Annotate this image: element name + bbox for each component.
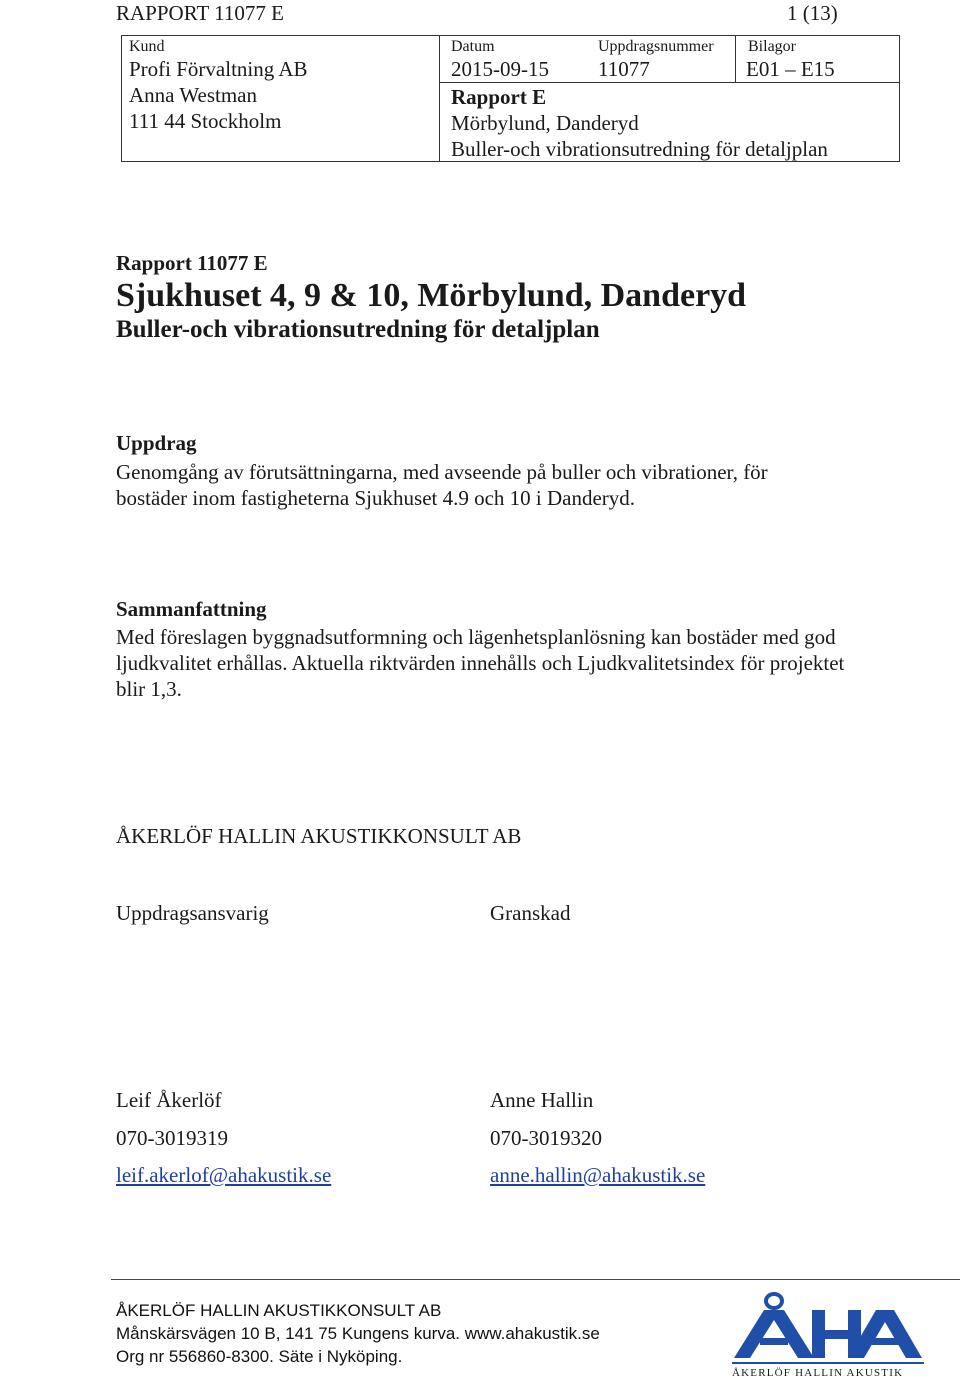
company-logo: [728, 1288, 928, 1382]
sammanfattning-heading: Sammanfattning: [116, 597, 267, 621]
reviewer-name: Anne Hallin: [490, 1088, 594, 1112]
report-header-title: RAPPORT 11077 E: [116, 1, 284, 25]
footer-company: ÅKERLÖF HALLIN AKUSTIKKONSULT AB: [116, 1301, 442, 1320]
footer-org-number: Org nr 556860-8300. Säte i Nyköping.: [116, 1347, 403, 1366]
sammanfattning-text: Med föreslagen byggnadsutformning och lägenhetsplanlösning kan bostäder med god ljudkvalitet erhållas. Aktuella riktvärden innehålls och Ljudkvalitetsindex för projektet blir 1,3.: [116, 625, 845, 701]
footer-address: Månskärsvägen 10 B, 141 75 Kungens kurva. www.ahakustik.se: [116, 1324, 600, 1343]
report-number: Rapport 11077 E: [116, 251, 268, 275]
main-title: Sjukhuset 4, 9 & 10, Mörbylund, Danderyd: [116, 277, 747, 314]
kund-label: Kund: [129, 38, 165, 55]
report-line: Mörbylund, Danderyd: [451, 111, 639, 135]
info-box-divider: [439, 82, 900, 83]
uppdrag-heading: Uppdrag: [116, 431, 197, 455]
reviewer-email-link[interactable]: anne.hallin@ahakustik.se: [490, 1163, 706, 1187]
responsible-role: Uppdragsansvarig: [116, 901, 269, 925]
report-title: Rapport E: [451, 85, 547, 109]
kund-line: 111 44 Stockholm: [129, 109, 282, 133]
reviewer-role: Granskad: [490, 901, 571, 925]
kund-line: Profi Förvaltning AB: [129, 57, 308, 81]
bilagor-value: E01 – E15: [746, 57, 835, 81]
uppdragsnummer-label: Uppdragsnummer: [598, 38, 714, 55]
footer-divider: [111, 1279, 960, 1280]
uppdrag-text: Genomgång av förutsättningarna, med avseende på buller och vibrationer, för bostäder inom fastigheterna Sjukhuset 4.9 och 10 i Danderyd.: [116, 460, 768, 510]
report-line: Buller-och vibrationsutredning för detaljplan: [451, 137, 828, 161]
datum-label: Datum: [451, 38, 495, 55]
kund-line: Anna Westman: [129, 83, 257, 107]
datum-value: 2015-09-15: [451, 57, 549, 81]
info-box-divider: [439, 35, 440, 162]
company-name: ÅKERLÖF HALLIN AKUSTIKKONSULT AB: [116, 824, 522, 848]
uppdragsnummer-value: 11077: [598, 57, 650, 81]
responsible-name: Leif Åkerlöf: [116, 1088, 222, 1112]
reviewer-phone: 070-3019320: [490, 1126, 602, 1150]
info-box-divider: [735, 35, 736, 82]
responsible-phone: 070-3019319: [116, 1126, 228, 1150]
logo-tagline: ÅKERLÖF HALLIN AKUSTIK: [732, 1367, 904, 1379]
page-number: 1 (13): [787, 1, 838, 25]
subtitle: Buller-och vibrationsutredning för detaljplan: [116, 316, 600, 343]
bilagor-label: Bilagor: [748, 38, 796, 55]
responsible-email-link[interactable]: leif.akerlof@ahakustik.se: [116, 1163, 332, 1187]
